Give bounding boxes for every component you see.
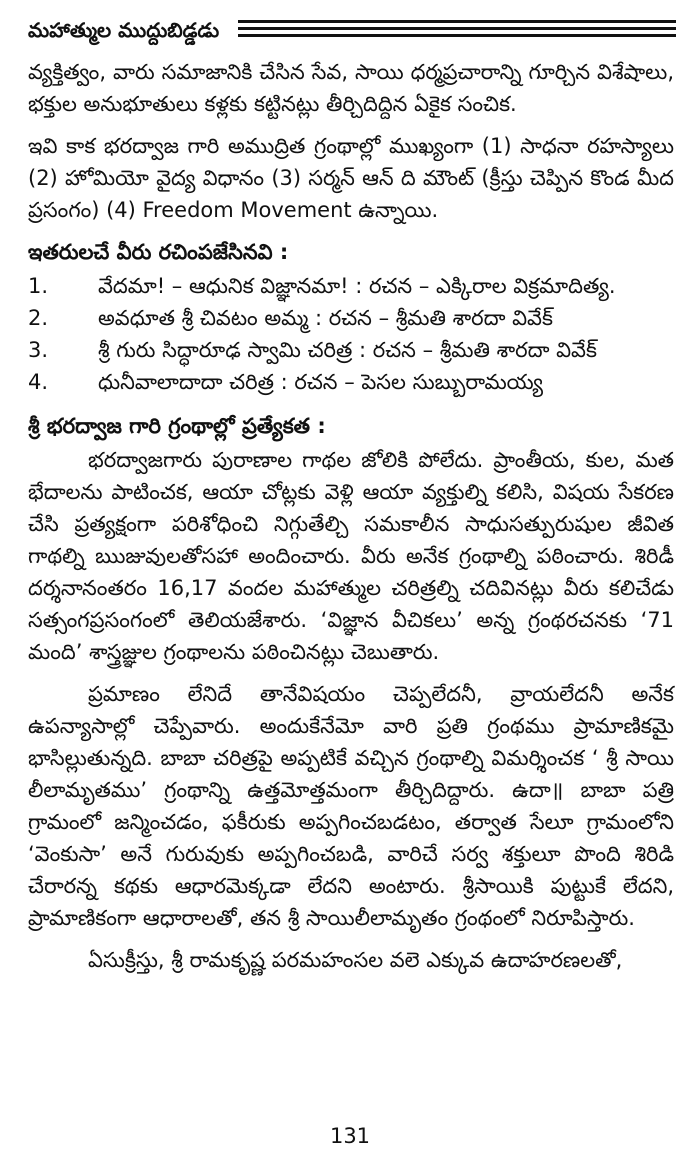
list-text: అవధూత శ్రీ చివటం అమ్మ : రచన – శ్రీమతి శారదా వివేక్: [98, 306, 553, 330]
list-text: ధునీవాలాదాదా చరిత్ర : రచన – పెసల సుబ్బురామయ్య: [98, 370, 544, 394]
list-item: [28, 270, 674, 302]
list-number: 3.: [28, 338, 49, 362]
list-item: [28, 366, 674, 398]
paragraph: భరద్వాజగారు పురాణాల గాథల జోలికి పోలేదు. ప్రాంతీయ, కుల, మత భేదాలను పాటించక, ఆయా చోట్లకు వెళ్లి ఆయా వ్యక్తుల్ని కలిసి, విషయ సేకరణ చేసి ప్రత్యక్షంగా పరిశోధించి నిగ్గుతేల్చి సమకాలీన సాధుసత్పురుషుల జీవిత గాథల్ని ఋజువులతోసహా అందించారు. వీరు అనేక గ్రంథాల్ని పఠించారు. శిరిడీ దర్శనానంతరం 16,17 వందల మహాత్ముల చరిత్రల్ని చదివినట్లు వీరు కలిచేడు సత్సంగప్రసంగంలో తెలియజేశారు. ‘విజ్ఞాన వీచికలు’ అన్న గ్రంథరచనకు ‘71 మంది’ శాస్త్రజ్ఞుల గ్రంథాలను పఠించినట్లు చెబుతారు.: [28, 448, 674, 664]
paragraph: వ్యక్తిత్వం, వారు సమాజానికి చేసిన సేవ, సాయి ధర్మప్రచారాన్ని గూర్చిన విశేషాలు, భక్తుల అనుభూతులు కళ్లకు కట్టినట్లు తీర్చిదిద్దిన ఏకైక సంచిక.: [28, 60, 674, 116]
paragraph: ఏసుక్రీస్తు, శ్రీ రామకృష్ణ పరమహంసల వలె ఎక్కువ ఉదాహరణలతో,: [88, 948, 623, 972]
list-number: 4.: [28, 370, 49, 394]
page-body: [28, 56, 674, 986]
section-heading-others: ఇతరులచే వీరు రచింపజేసినవి :: [28, 240, 289, 264]
header-title: మహాత్ముల ముద్దుబిడ్డడు: [28, 18, 220, 42]
others-list: [28, 270, 674, 398]
running-header: [28, 16, 676, 50]
page-number: 131: [329, 1124, 371, 1148]
paragraph: ఇవి కాక భరద్వాజ గారి అముద్రిత గ్రంథాల్లో ముఖ్యంగా (1) సాధనా రహస్యాలు (2) హోమియో వైద్య విధానం (3) సర్మన్ ఆన్ ది మౌంట్ (క్రీస్తు చెప్పిన కొండ మీద ప్రసంగం) (4) Freedom Movement ఉన్నాయి.: [28, 134, 674, 222]
list-item: [28, 334, 674, 366]
list-number: 1.: [28, 274, 49, 298]
list-text: శ్రీ గురు సిద్ధారూఢ స్వామి చరిత్ర : రచన – శ్రీమతి శారదా వివేక్: [98, 338, 597, 362]
header-rule-lines: [238, 20, 676, 41]
list-number: 2.: [28, 306, 49, 330]
section-heading-special: శ్రీ భరద్వాజ గారి గ్రంథాల్లో ప్రత్యేకత :: [28, 414, 326, 438]
list-text: వేదమా! – ఆధునిక విజ్ఞానమా! : రచన – ఎక్కిరాల విక్రమాదిత్య.: [98, 274, 616, 298]
list-item: [28, 302, 674, 334]
paragraph: ప్రమాణం లేనిదే తానేవిషయం చెప్పలేదనీ, వ్రాయలేదనీ అనేక ఉపన్యాసాల్లో చెప్పేవారు. అందుకేనేమో వారి ప్రతి గ్రంథము ప్రామాణికమై భాసిల్లుతున్నది. బాబా చరిత్రపై అప్పటికే వచ్చిన గ్రంథాల్ని విమర్శించక ‘ శ్రీ సాయి లీలామృతము’ గ్రంథాన్ని ఉత్తమోత్తమంగా తీర్చిదిద్దారు. ఉదా॥ బాబా పత్రి గ్రామంలో జన్మించడం, ఫకీరుకు అప్పగించబడటం, తర్వాత సేలూ గ్రామంలోని ‘వెంకుసా’ అనే గురువుకు అప్పగించబడి, వారిచే సర్వ శక్తులూ పొంది శిరిడి చేరారన్న కథకు ఆధారమెక్కడా లేదని అంటారు. శ్రీసాయికి పుట్టుకే లేదని, ప్రామాణికంగా ఆధారాలతో, తన శ్రీ సాయిలీలామృతం గ్రంథంలో నిరూపిస్తారు.: [28, 682, 674, 930]
